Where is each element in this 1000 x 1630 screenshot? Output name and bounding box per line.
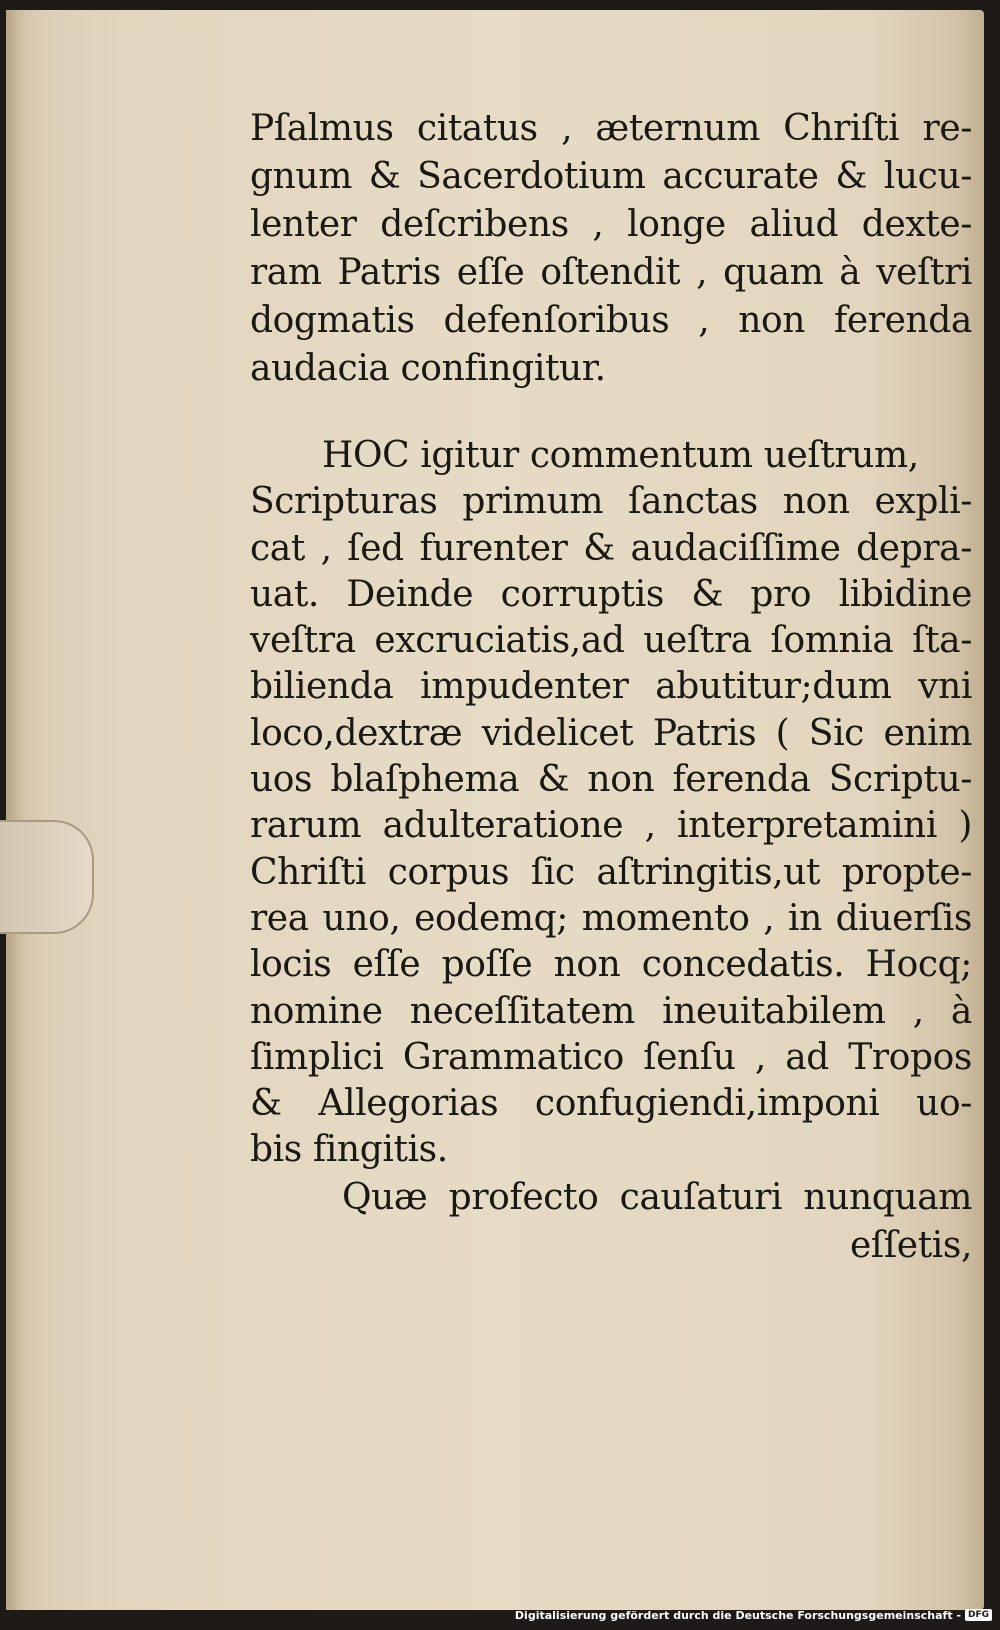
dfg-logo: DFG: [965, 1609, 992, 1621]
text-line: dogmatis defenſoribus , non ferenda: [250, 300, 972, 341]
text-line: Quæ profecto cauſaturi nunquam: [342, 1176, 972, 1218]
text-line: bis fingitis.: [250, 1129, 448, 1171]
text-line: & Allegorias confugiendi,imponi uo-: [250, 1083, 972, 1125]
paragraph-2: [250, 433, 972, 1174]
text-line: uos blaſphema & non ferenda Scriptu-: [250, 759, 972, 801]
text-line: rea uno, eodemq; momento , in diuerſis: [250, 897, 972, 939]
page-clip-holder: [0, 820, 94, 934]
text-line: locis eſſe poſſe non concedatis. Hocq;: [250, 944, 972, 986]
page-gutter-shadow: [6, 10, 26, 1610]
text-line: ſimplici Grammatico ſenſu , ad Tropos: [250, 1036, 972, 1078]
paragraph-1: [250, 105, 972, 393]
text-line: audacia confingitur.: [250, 348, 606, 389]
text-line: Pſalmus citatus , æternum Chriſti re-: [250, 108, 972, 149]
text-line: Chriſti corpus ſic aſtringitis,ut propte-: [250, 851, 972, 893]
text-line: veſtra excruciatis,ad ueſtra ſomnia ſta-: [250, 620, 972, 662]
credit-text: Digitalisierung gefördert durch die Deutsche Forschungsgemeinschaft -: [514, 1608, 961, 1622]
text-line: bilienda impudenter abutitur;dum vni: [250, 666, 972, 708]
text-line: ram Patris eſſe oſtendit , quam à veſtri: [250, 252, 972, 293]
text-line: loco,dextræ videlicet Patris ( Sic enim: [250, 712, 972, 754]
catchword: eſſetis,: [850, 1224, 972, 1266]
text-line: gnum & Sacerdotium accurate & lucu-: [250, 156, 972, 197]
page-text: [250, 105, 972, 1270]
paragraph-3: [250, 1174, 972, 1270]
text-line: HOC igitur commentum ueſtrum,: [322, 435, 919, 476]
text-line: lenter deſcribens , longe aliud dexte-: [250, 204, 972, 245]
text-line: uat. Deinde corruptis & pro libidine: [250, 573, 972, 615]
digitization-credit: [515, 1606, 992, 1624]
text-line: cat , ſed furenter & audaciſſime depra-: [250, 527, 972, 569]
text-line: Scripturas primum ſanctas non expli-: [250, 481, 972, 523]
text-line: rarum adulteratione , interpretamini ): [250, 805, 972, 847]
text-line: nomine neceſſitatem ineuitabilem , à: [250, 990, 972, 1032]
